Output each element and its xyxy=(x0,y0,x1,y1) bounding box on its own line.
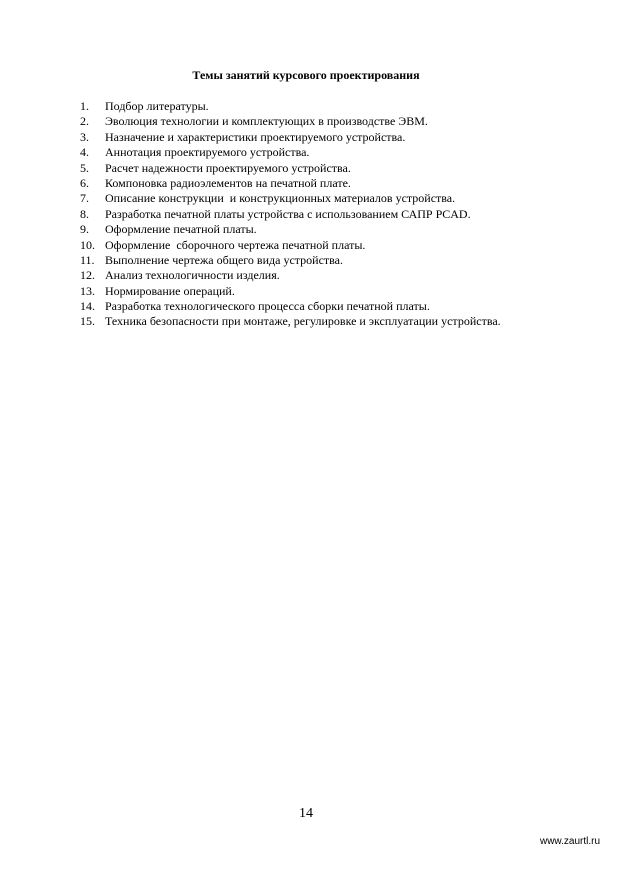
list-item-text: Описание конструкции и конструкционных материалов устройства. xyxy=(105,191,456,206)
list-item xyxy=(80,222,501,237)
list-item xyxy=(80,114,501,129)
list-item-text: Оформление печатной платы. xyxy=(105,222,257,237)
list-item-number: 1. xyxy=(80,99,89,113)
list-item xyxy=(80,238,501,253)
list-item-number: 14. xyxy=(80,299,95,314)
list-item-text: Разработка печатной платы устройства с использованием САПР PCAD. xyxy=(105,206,471,221)
list-item xyxy=(80,299,501,314)
list-item-number: 13. xyxy=(80,283,95,298)
list-item-number: 11. xyxy=(80,252,95,267)
list-item-number: 12. xyxy=(80,268,95,283)
list-item xyxy=(80,314,501,329)
list-item-number: 15. xyxy=(80,314,95,329)
list-item xyxy=(80,253,501,268)
list-item-number: 3. xyxy=(80,129,89,144)
list-item xyxy=(80,268,501,283)
list-item-text: Оформление сборочного чертежа печатной платы. xyxy=(105,237,366,252)
list-item xyxy=(80,207,501,222)
list-item-text: Техника безопасности при монтаже, регулировке и эксплуатации устройства. xyxy=(105,314,501,329)
list-item-number: 10. xyxy=(80,237,95,252)
list-item-number: 2. xyxy=(80,114,89,129)
list-item-number: 6. xyxy=(80,175,89,190)
list-item-number: 9. xyxy=(80,222,89,237)
list-item-text: Компоновка радиоэлементов на печатной плате. xyxy=(105,175,351,190)
list-item xyxy=(80,99,501,114)
list-item-text: Нормирование операций. xyxy=(105,283,235,298)
list-item-number: 4. xyxy=(80,145,89,160)
list-item-text: Выполнение чертежа общего вида устройства. xyxy=(105,252,343,267)
list-item-number: 7. xyxy=(80,191,89,206)
list-item xyxy=(80,161,501,176)
list-item-text: Аннотация проектируемого устройства. xyxy=(105,145,310,160)
list-item xyxy=(80,176,501,191)
list-item-text: Анализ технологичности изделия. xyxy=(105,268,280,283)
list-item-text: Расчет надежности проектируемого устройства. xyxy=(105,160,351,175)
list-item xyxy=(80,284,501,299)
page-number: 14 xyxy=(299,806,313,821)
topic-list xyxy=(80,99,501,330)
list-item-number: 5. xyxy=(80,160,89,175)
list-item-text: Подбор литературы. xyxy=(105,99,209,113)
list-item xyxy=(80,145,501,160)
list-item-number: 8. xyxy=(80,206,89,221)
list-item xyxy=(80,191,501,206)
site-watermark: www.zaurtl.ru xyxy=(539,836,600,847)
list-item-text: Назначение и характеристики проектируемого устройства. xyxy=(105,129,406,144)
list-item-text: Разработка технологического процесса сборки печатной платы. xyxy=(105,299,430,314)
list-item-text: Эволюция технологии и комплектующих в производстве ЭВМ. xyxy=(105,114,428,129)
list-item xyxy=(80,130,501,145)
page-title: Темы занятий курсового проектирования xyxy=(192,68,420,82)
